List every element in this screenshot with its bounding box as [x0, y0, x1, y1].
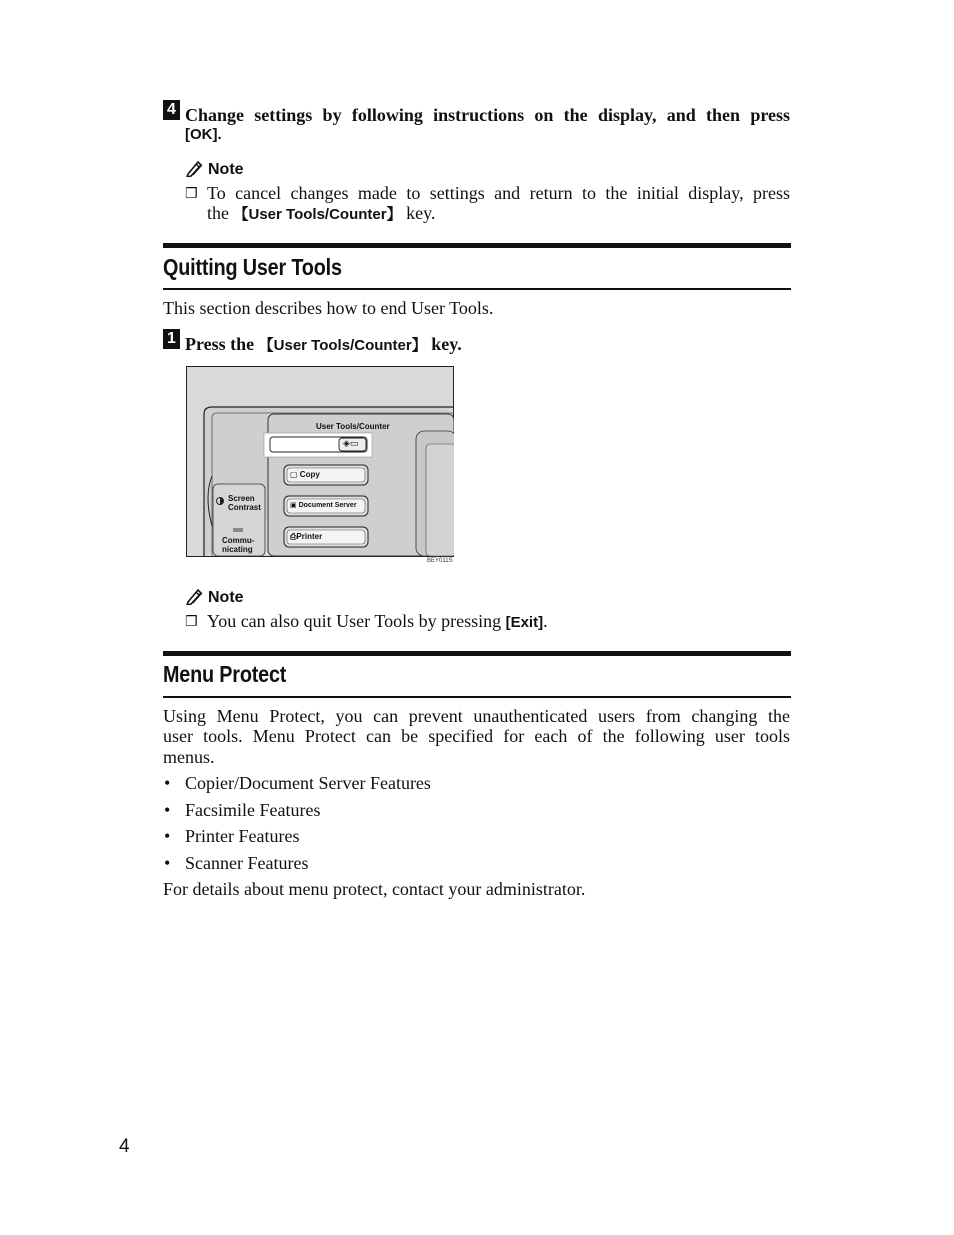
page-number: 4 — [119, 1136, 130, 1157]
section-rule-bottom — [163, 696, 791, 698]
menu-protect-para-line3: menus. — [163, 747, 215, 767]
user-tools-counter-panel-label: User Tools/Counter — [316, 422, 390, 431]
step4-instruction-line1: Change settings by following instructions on the display, and then press — [185, 105, 790, 125]
note-heading: Note — [185, 587, 244, 607]
control-panel-figure — [186, 366, 454, 557]
user-tools-counter-key-label: 【User Tools/Counter】 — [233, 206, 402, 223]
control-panel-illustration — [186, 366, 454, 557]
section-rule-top — [163, 651, 791, 656]
exit-key-label: [Exit] — [505, 614, 544, 631]
note1-line2: the 【User Tools/Counter】 key. — [207, 203, 436, 223]
printer-button-label: ⎙Printer — [290, 532, 323, 541]
checkbox-bullet-icon: ❒ — [185, 186, 198, 202]
user-tools-counter-key-label: 【User Tools/Counter】 — [258, 337, 427, 354]
note-heading: Note — [185, 159, 244, 179]
step-number-1: 1 — [163, 329, 180, 349]
list-item: • Facsimile Features — [163, 800, 763, 827]
section-intro: This section describes how to end User Tools. — [163, 298, 494, 318]
note2-text: You can also quit User Tools by pressing [Exit]. — [207, 611, 548, 631]
menu-protect-para-line1: Using Menu Protect, you can prevent unauthenticated users from changing the — [163, 706, 790, 726]
note1-line1: To cancel changes made to settings and return to the initial display, press — [207, 183, 790, 203]
section-title-quitting: Quitting User Tools — [163, 254, 342, 280]
menu-bullet-list — [163, 773, 763, 879]
pencil-note-icon — [185, 587, 204, 605]
user-tools-key-icon: ◈▭ — [343, 438, 359, 448]
list-item: • Printer Features — [163, 826, 763, 853]
communicating-label: Commu- nicating — [222, 536, 255, 554]
step4-instruction-line2: [OK]. — [185, 126, 222, 143]
copy-button-label: ▢ Copy — [290, 470, 320, 479]
copy-icon: ▢ — [290, 470, 298, 479]
ok-key-label: [OK] — [185, 126, 218, 143]
printer-icon: ⎙ — [290, 532, 297, 541]
section-rule-top — [163, 243, 791, 248]
step-number-4: 4 — [163, 100, 180, 120]
menu-protect-closing: For details about menu protect, contact your administrator. — [163, 879, 586, 899]
menu-protect-para-line2: user tools. Menu Protect can be specified for each of the following user tools — [163, 726, 790, 746]
document-server-icon: ▣ — [290, 502, 297, 509]
screen-contrast-label: Screen Contrast — [228, 494, 261, 512]
checkbox-bullet-icon: ❒ — [185, 614, 198, 630]
step1-instruction: Press the 【User Tools/Counter】 key. — [185, 334, 462, 354]
pencil-note-icon — [185, 159, 204, 177]
list-item: • Scanner Features — [163, 853, 763, 880]
document-server-button-label: ▣ Document Server — [290, 502, 357, 509]
section-rule-bottom — [163, 288, 791, 290]
list-item: • Copier/Document Server Features — [163, 773, 763, 800]
figure-code: BEY011S — [427, 558, 453, 564]
section-title-menu-protect: Menu Protect — [163, 661, 287, 687]
